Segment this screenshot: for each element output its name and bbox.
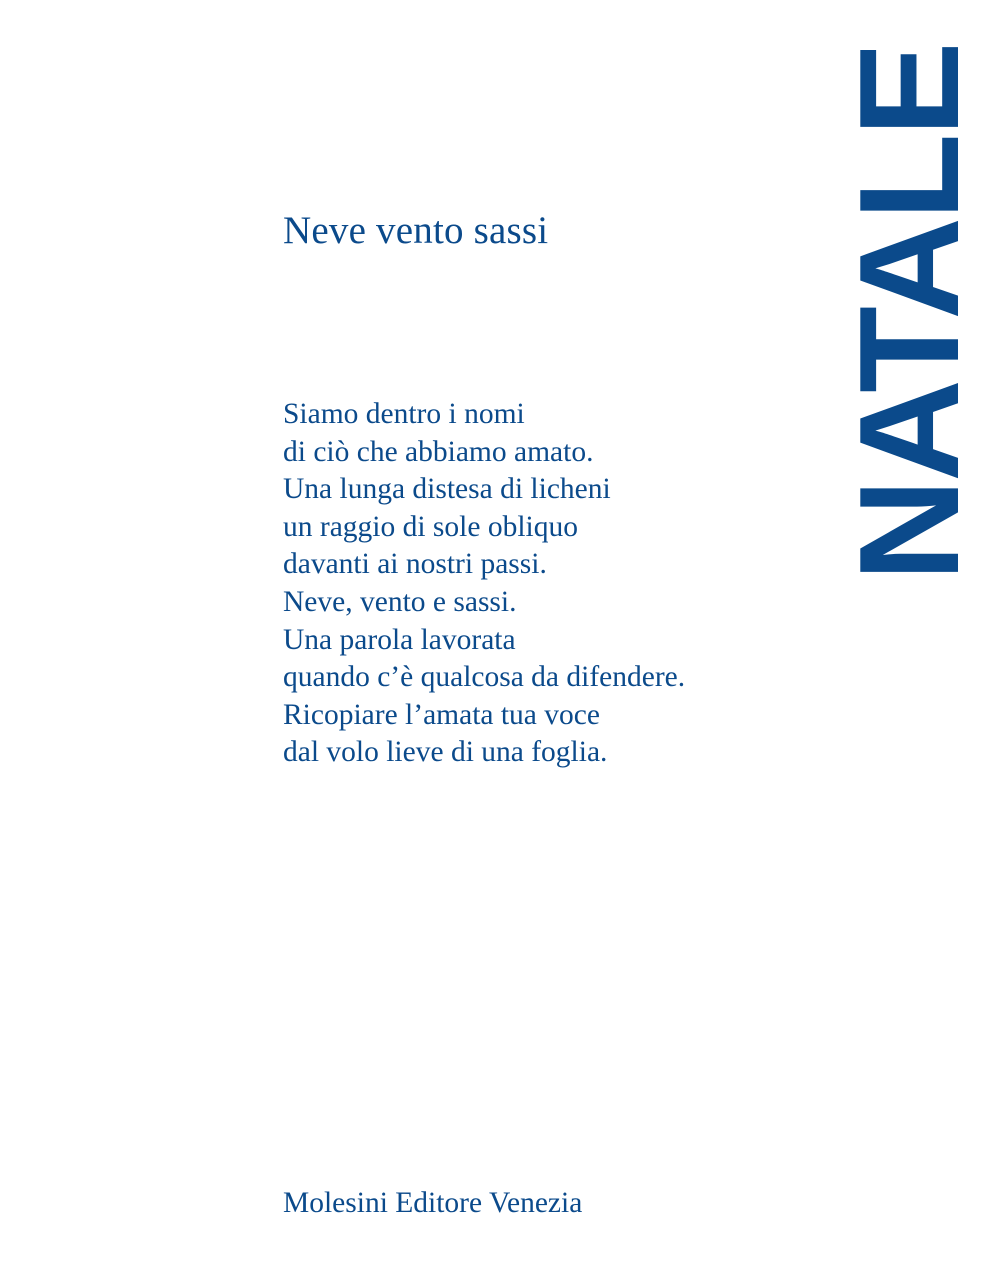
poem-line: dal volo lieve di una foglia. xyxy=(283,736,608,769)
poem-line: Neve, vento e sassi. xyxy=(283,585,517,618)
poem-line: Una parola lavorata xyxy=(283,623,516,656)
poem-line: Siamo dentro i nomi xyxy=(283,398,525,430)
poem-title: Neve vento sassi xyxy=(283,209,549,252)
poem-line: quando c’è qualcosa da difendere. xyxy=(283,661,686,694)
poem-line: di ciò che abbiamo amato. xyxy=(283,435,594,468)
vertical-title: NATALE xyxy=(830,44,989,582)
publisher-imprint: Molesini Editore Venezia xyxy=(283,1187,583,1219)
poem-body xyxy=(283,396,685,772)
poem-line: Una lunga distesa di licheni xyxy=(283,473,611,506)
vertical-title-container xyxy=(830,36,989,590)
poem-line: davanti ai nostri passi. xyxy=(283,548,547,581)
poem-line: un raggio di sole obliquo xyxy=(283,510,578,543)
poem-line: Ricopiare l’amata tua voce xyxy=(283,698,600,731)
